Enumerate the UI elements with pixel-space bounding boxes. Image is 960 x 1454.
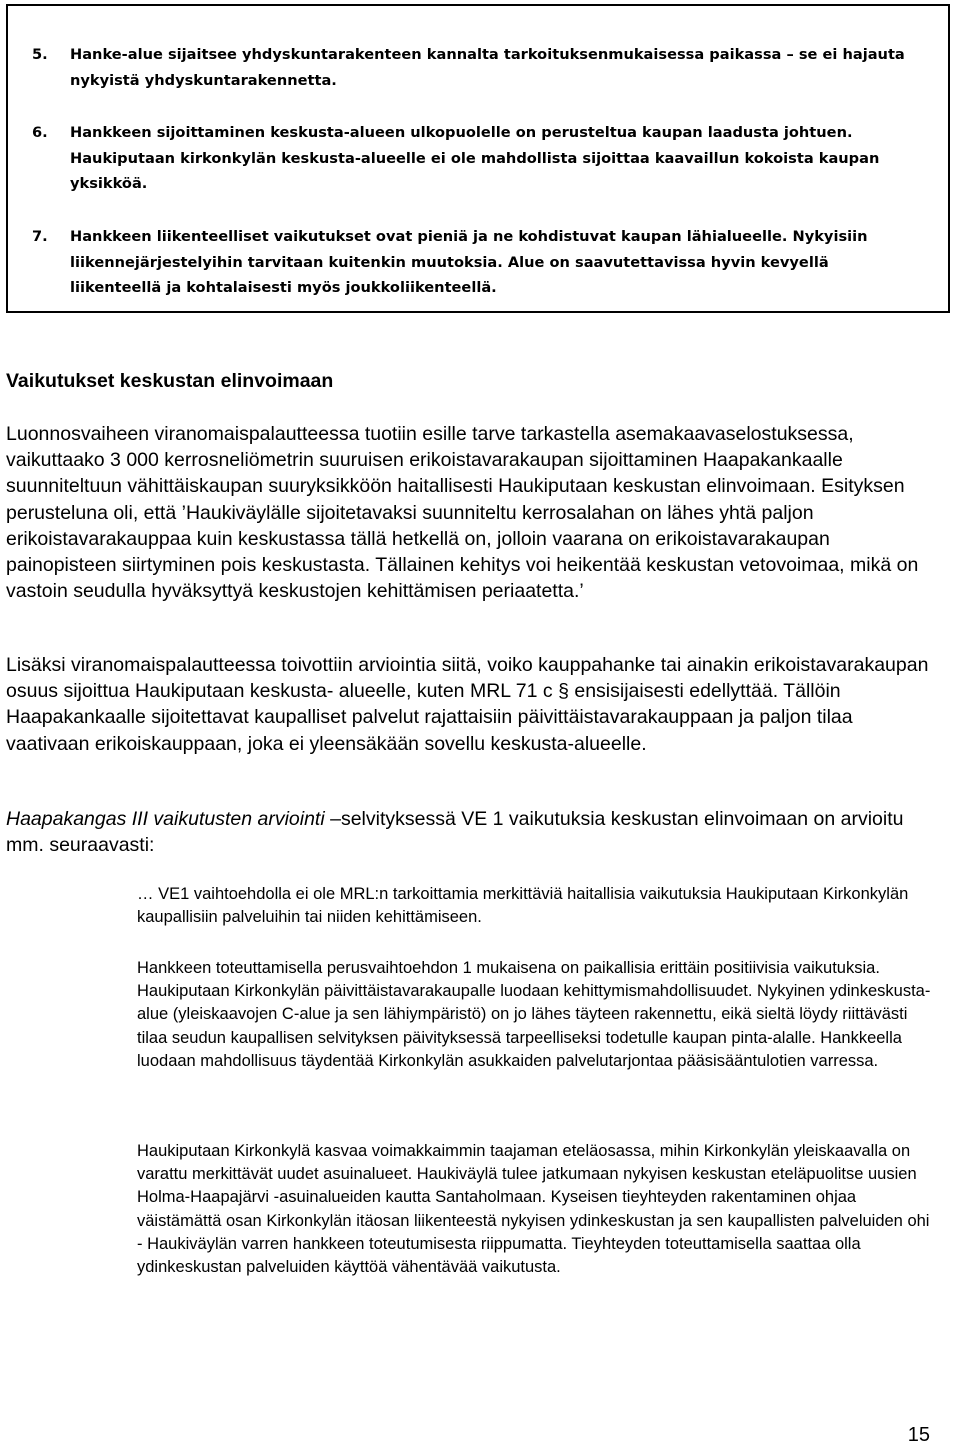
quoted-paragraph: Haukiputaan Kirkonkylä kasvaa voimakkaimmin taajaman eteläosassa, mihin Kirkonkylän yleiskaavalla on varattu merkittävät uudet asuinalueet. Haukiväylä tulee jatkumaan nykyisen keskustan eteläpuolitse uusien Holma-Haapajärvi -asuinalueiden kautta Santaholmaan. Kyseisen tieyhteyden rakentaminen ohjaa väistämättä osan Kirkonkylän itäosan liikenteestä nykyisen ydinkeskustan ja sen kaupallisten palveluiden ohi - Haukiväylän varren hankkeen toteutumisesta riippumatta. Tieyhteyden toteuttamisella saattaa olla ydinkeskustan palveluiden käyttöä vähentävää vaikutusta.: [137, 1142, 930, 1277]
item-number: 6.: [32, 124, 48, 141]
numbered-item: [32, 42, 918, 93]
item-number: 7.: [32, 228, 48, 245]
item-text: Hanke-alue sijaitsee yhdyskuntarakenteen kannalta tarkoituksenmukaisessa paikassa – se ei hajauta nykyistä yhdyskuntarakennetta.: [70, 46, 905, 89]
page-number: 15: [907, 1424, 930, 1446]
body-paragraph: [6, 806, 936, 858]
section-heading: Vaikutukset keskustan elinvoimaan: [6, 370, 334, 392]
summary-box: [6, 4, 950, 313]
quoted-paragraph: Hankkeen toteuttamisella perusvaihtoehdon 1 mukaisena on paikallisia erittäin positiivisia vaikutuksia. Haukiputaan Kirkonkylän päivittäistavarakaupalle luodaan kehittymismahdollisuudet. Nykyinen ydinkeskusta-alue (yleiskaavojen C-alue ja sen lähiympäristö) on jo lähes täyteen rakennettu, eikä sieltä löydy riittävästi tilaa seudun kaupallisen selvityksen päivityksessä tarpeelliseksi todetulle kaupan pinta-alalle. Hankkeella luodaan mahdollisuus täydentää Kirkonkylän asukkaiden palvelutarjontaa pääsisääntulotien varressa.: [137, 959, 931, 1070]
body-paragraph: Lisäksi viranomaispalautteessa toivottiin arviointia siitä, voiko kauppahanke tai ainakin erikoistavarakaupan osuus sijoittua Haukiputaan keskusta- alueelle, kuten MRL 71 c § ensisijaisesti edellyttää. Tällöin Haapakankaalle sijoitettavat kaupalliset palvelut rajattaisiin päivittäistavarakauppaan ja paljon tilaa vaativaan erikoiskauppaan, joka ei yleensäkään sovellu keskusta-alueelle.: [6, 654, 929, 755]
item-text: Hankkeen liikenteelliset vaikutukset ovat pieniä ja ne kohdistuvat kaupan lähialueelle. Nykyisiin liikennejärjestelyihin tarvitaan kuitenkin muutoksia. Alue on saavutettavissa hyvin kevyellä liikenteellä ja kohtalaisesti myös joukkoliikenteellä.: [70, 228, 868, 297]
item-number: 5.: [32, 46, 48, 63]
quoted-paragraph: … VE1 vaihtoehdolla ei ole MRL:n tarkoittamia merkittäviä haitallisia vaikutuksia Haukiputaan Kirkonkylän kaupallisiin palveluihin tai niiden kehittämiseen.: [137, 885, 909, 927]
item-text: Hankkeen sijoittaminen keskusta-alueen ulkopuolelle on perusteltua kaupan laadusta johtuen. Haukiputaan kirkonkylän keskusta-alueelle ei ole mahdollista sijoittaa kaavaillun kokoista kaupan yksikköä.: [70, 124, 880, 193]
body-paragraph: Luonnosvaiheen viranomaispalautteessa tuotiin esille tarve tarkastella asemakaavaselostuksessa, vaikuttaako 3 000 kerrosneliömetrin suuruisen erikoistavarakaupan sijoittaminen Haapakankaalle suunniteltuun vähittäiskaupan suuryksikköön haitallisesti Haukiputaan keskustan elinvoimaan. Esityksen perusteluna oli, että ’Haukiväylälle sijoitetavaksi suunniteltu kerrosalahan on lähes yhtä paljon erikoistavarakauppaa kuin keskustassa tällä hetkellä on, jolloin vaarana on erikoistavarakaupan painopisteen siirtyminen pois keskustasta. Tällainen kehitys voi heikentää keskustan vetovoimaa, mikä on vastoin seudulla hyväksyttyä keskustojen kehittämisen periaatetta.’: [6, 423, 919, 603]
numbered-item: [32, 120, 918, 197]
paragraph-text: –selvityksessä VE 1 vaikutuksia keskustan elinvoimaan on arvioitu mm. seuraavasti:: [6, 808, 904, 857]
report-title: Haapakangas III vaikutusten arviointi: [6, 808, 325, 830]
numbered-item: [32, 224, 918, 301]
